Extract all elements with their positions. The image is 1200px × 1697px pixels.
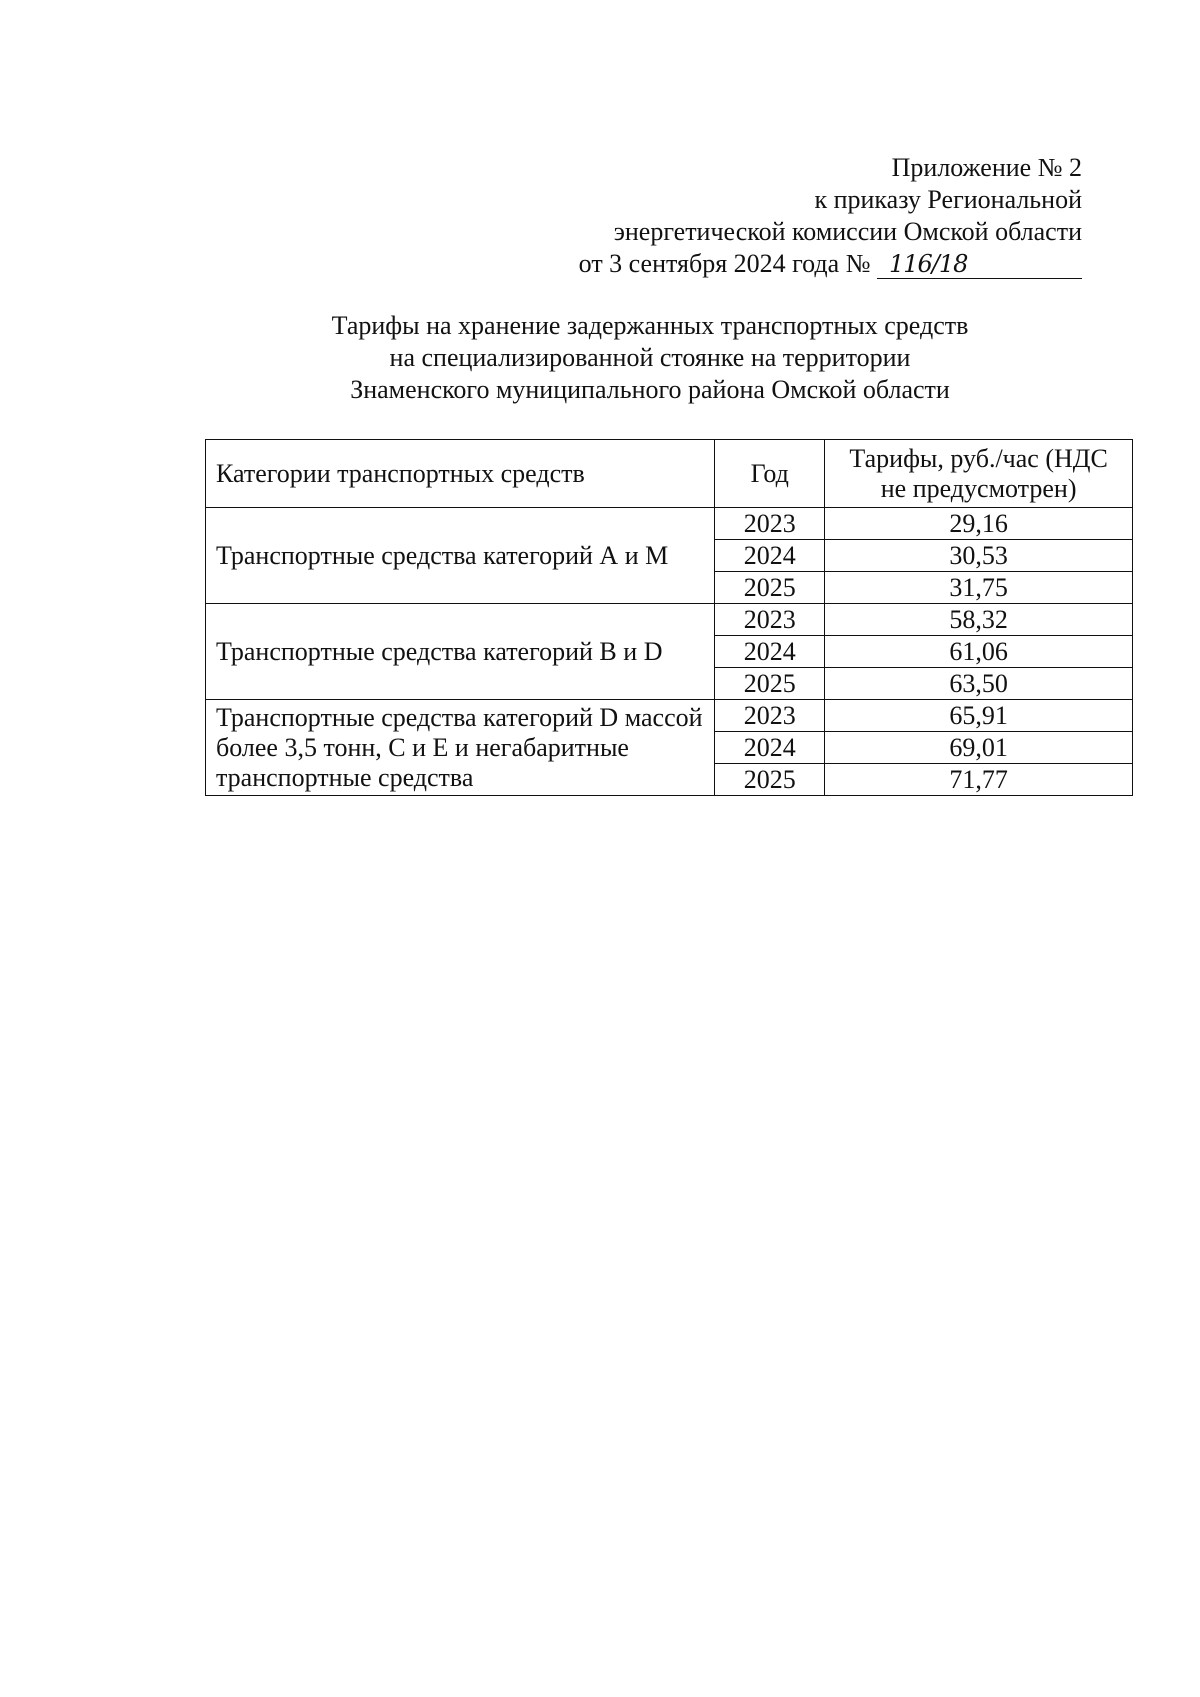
order-number-handwritten: 116/18 bbox=[877, 250, 1082, 279]
category-cell: Транспортные средства категорий В и D bbox=[206, 604, 715, 700]
rate-cell: 69,01 bbox=[825, 732, 1133, 764]
title-line-3: Знаменского муниципального района Омской области bbox=[350, 375, 950, 404]
table-header-row bbox=[206, 440, 1133, 508]
appendix-commission-name: энергетической комиссии Омской области bbox=[613, 217, 1082, 246]
document-title bbox=[200, 310, 1100, 406]
category-cell: Транспортные средства категорий D массой более 3,5 тонн, С и Е и негабаритные транспортные средства bbox=[206, 700, 715, 796]
year-cell: 2025 bbox=[715, 572, 825, 604]
year-cell: 2023 bbox=[715, 604, 825, 636]
header-category: Категории транспортных средств bbox=[206, 440, 715, 508]
year-cell: 2024 bbox=[715, 732, 825, 764]
rate-cell: 61,06 bbox=[825, 636, 1133, 668]
year-cell: 2025 bbox=[715, 668, 825, 700]
rate-cell: 30,53 bbox=[825, 540, 1133, 572]
title-line-1: Тарифы на хранение задержанных транспортных средств bbox=[331, 311, 969, 340]
title-line-2: на специализированной стоянке на территории bbox=[389, 343, 911, 372]
appendix-title: Приложение № 2 bbox=[891, 153, 1082, 182]
tariff-table bbox=[205, 439, 1133, 796]
table-row bbox=[206, 508, 1133, 540]
rate-cell: 71,77 bbox=[825, 764, 1133, 796]
appendix-header bbox=[522, 152, 1082, 280]
header-year: Год bbox=[715, 440, 825, 508]
category-cell: Транспортные средства категорий А и М bbox=[206, 508, 715, 604]
year-cell: 2024 bbox=[715, 540, 825, 572]
rate-cell: 65,91 bbox=[825, 700, 1133, 732]
year-cell: 2023 bbox=[715, 508, 825, 540]
year-cell: 2025 bbox=[715, 764, 825, 796]
rate-cell: 63,50 bbox=[825, 668, 1133, 700]
appendix-order-reference: к приказу Региональной bbox=[814, 185, 1082, 214]
header-rate: Тарифы, руб./час (НДС не предусмотрен) bbox=[825, 440, 1133, 508]
year-cell: 2023 bbox=[715, 700, 825, 732]
rate-cell: 29,16 bbox=[825, 508, 1133, 540]
appendix-date-line bbox=[522, 248, 1082, 280]
table-row bbox=[206, 604, 1133, 636]
rate-cell: 31,75 bbox=[825, 572, 1133, 604]
year-cell: 2024 bbox=[715, 636, 825, 668]
appendix-date: от 3 сентября 2024 года № bbox=[578, 249, 871, 278]
table-row bbox=[206, 700, 1133, 732]
rate-cell: 58,32 bbox=[825, 604, 1133, 636]
